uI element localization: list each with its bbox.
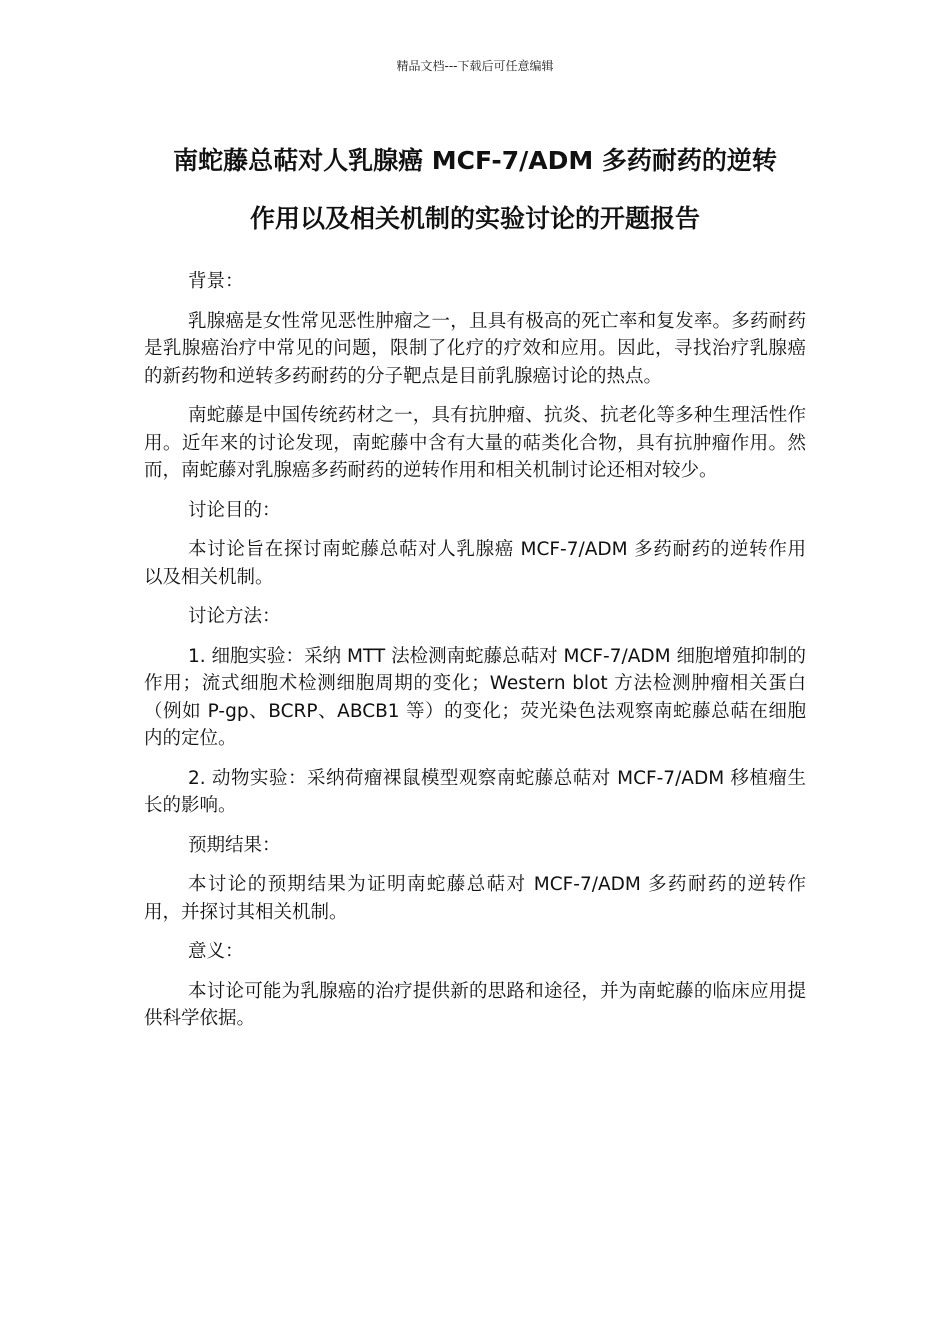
section-heading-background: 背景： [188,271,244,292]
section-heading-methods: 讨论方法： [188,606,281,627]
paragraph-background-2: 南蛇藤是中国传统药材之一，具有抗肿瘤、抗炎、抗老化等多种生理活性作用。近年来的讨论发现，南蛇藤中含有大量的萜类化合物，具有抗肿瘤作用。然而，南蛇藤对乳腺癌多药耐药的逆转作用和相关机制讨论还相对较少。 [144,405,806,481]
title-line-1: 南蛇藤总萜对人乳腺癌 MCF-7/ADM 多药耐药的逆转 [173,146,777,175]
paragraph-method-animal: 2. 动物实验：采纳荷瘤裸鼠模型观察南蛇藤总萜对 MCF-7/ADM 移植瘤生长的影响。 [144,767,806,816]
document-title [100,132,850,248]
header-note: 精品文档---下载后可任意编辑 [396,59,554,73]
section-heading-significance: 意义： [188,941,244,962]
section-heading-purpose: 讨论目的： [188,499,281,521]
paragraph-purpose: 本讨论旨在探讨南蛇藤总萜对人乳腺癌 MCF-7/ADM 多药耐药的逆转作用以及相关机制。 [144,539,806,588]
document-body [144,268,806,1045]
paragraph-background-1: 乳腺癌是女性常见恶性肿瘤之一，且具有极高的死亡率和复发率。多药耐药是乳腺癌治疗中常见的问题，限制了化疗的疗效和应用。因此，寻找治疗乳腺癌的新药物和逆转多药耐药的分子靶点是目前乳腺癌讨论的热点。 [144,310,806,387]
paragraph-expected-results: 本讨论的预期结果为证明南蛇藤总萜对 MCF-7/ADM 多药耐药的逆转作用，并探讨其相关机制。 [144,874,806,923]
section-heading-expected-results: 预期结果： [188,834,281,856]
paragraph-significance: 本讨论可能为乳腺癌的治疗提供新的思路和途径，并为南蛇藤的临床应用提供科学依据。 [144,980,806,1029]
title-line-2: 作用以及相关机制的实验讨论的开题报告 [249,204,700,233]
paragraph-method-cell: 1. 细胞实验：采纳 MTT 法检测南蛇藤总萜对 MCF-7/ADM 细胞增殖抑制的作用；流式细胞术检测细胞周期的变化；Western blot 方法检测肿瘤相关蛋白（例如 P-gp、BCRP、ABCB1 等）的变化；荧光染色法观察南蛇藤总萜在细胞内的定位。 [144,645,806,749]
